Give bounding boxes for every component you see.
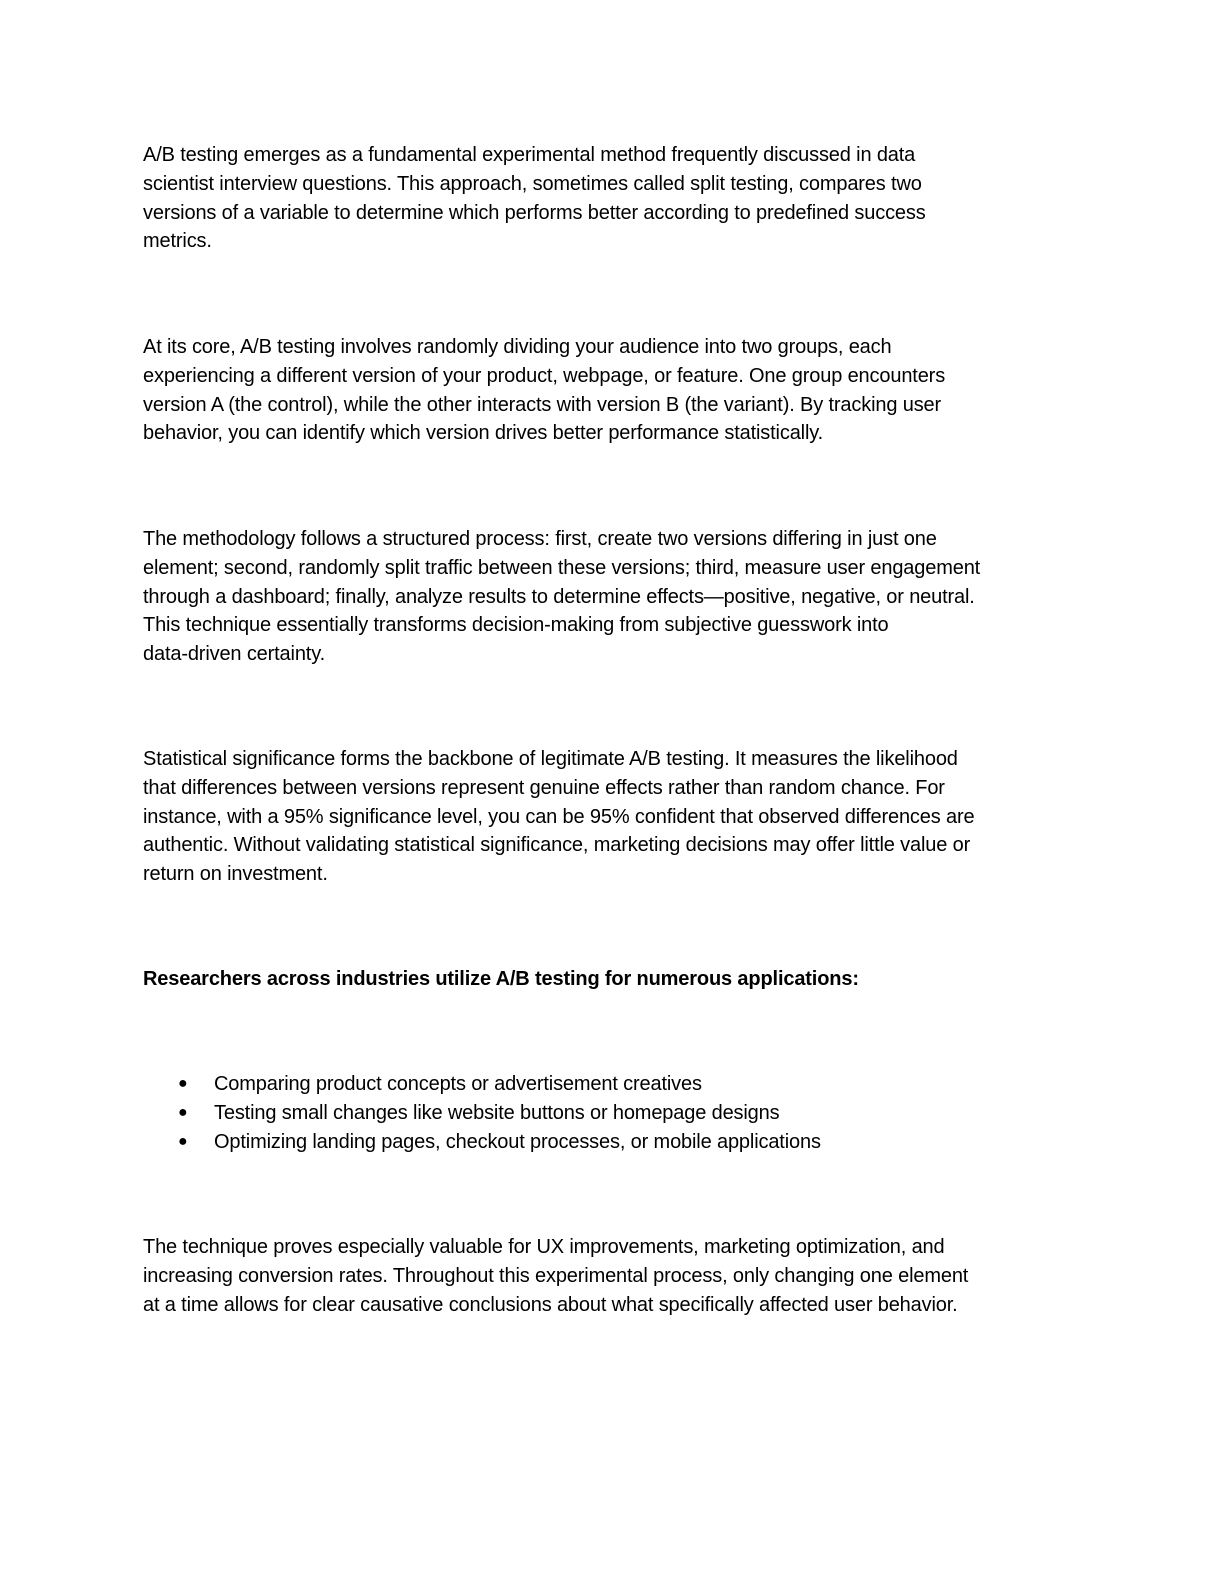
text-line: behavior, you can identify which version drives better performance statistically.: [143, 422, 824, 445]
paragraph-intro: [143, 141, 1083, 256]
text-line: increasing conversion rates. Throughout this experimental process, only changing one element: [143, 1264, 969, 1287]
text-line: element; second, randomly split traffic between these versions; third, measure user engagement: [143, 556, 981, 579]
heading-text: Researchers across industries utilize A/B testing for numerous applications:: [143, 968, 859, 990]
list-item: [143, 1128, 1083, 1157]
bullet-icon: ●: [178, 1103, 188, 1121]
text-line: that differences between versions represent genuine effects rather than random chance. For: [143, 776, 945, 799]
text-line: The technique proves especially valuable for UX improvements, marketing optimization, and: [143, 1236, 945, 1258]
applications-list: [143, 1070, 1083, 1156]
text-line: metrics.: [143, 230, 212, 253]
text-line: at a time allows for clear causative conclusions about what specifically affected user behavior.: [143, 1293, 958, 1316]
text-line: versions of a variable to determine which performs better according to predefined success: [143, 201, 926, 224]
list-item-text: Comparing product concepts or advertisement creatives: [214, 1073, 702, 1095]
text-line: The methodology follows a structured process: first, create two versions differing in just one: [143, 528, 937, 550]
section-heading: [143, 965, 1083, 994]
bullet-icon: ●: [178, 1075, 188, 1092]
paragraph-methodology: [143, 525, 1083, 669]
paragraph-significance: [143, 745, 1083, 889]
text-line: data-driven certainty.: [143, 643, 325, 666]
text-line: This technique essentially transforms decision-making from subjective guesswork into: [143, 614, 889, 637]
text-line: At its core, A/B testing involves randomly dividing your audience into two groups, each: [143, 336, 892, 358]
list-item-text: Optimizing landing pages, checkout processes, or mobile applications: [214, 1130, 821, 1153]
text-line: instance, with a 95% significance level, you can be 95% confident that observed differences are: [143, 805, 975, 828]
text-line: authentic. Without validating statistical significance, marketing decisions may offer little value or: [143, 834, 971, 857]
list-item: [143, 1070, 1083, 1099]
paragraph-core: [143, 333, 1083, 448]
bullet-icon: ●: [178, 1132, 188, 1150]
list-item-text: Testing small changes like website buttons or homepage designs: [214, 1101, 780, 1124]
text-line: return on investment.: [143, 863, 328, 886]
text-line: scientist interview questions. This approach, sometimes called split testing, compares two: [143, 172, 922, 195]
text-line: experiencing a different version of your product, webpage, or feature. One group encounters: [143, 364, 946, 387]
list-item: [143, 1099, 1083, 1128]
text-line: through a dashboard; finally, analyze results to determine effects—positive, negative, or neutral.: [143, 585, 975, 608]
text-line: A/B testing emerges as a fundamental experimental method frequently discussed in data: [143, 144, 916, 166]
text-line: version A (the control), while the other interacts with version B (the variant). By tracking user: [143, 393, 942, 416]
paragraph-closing: [143, 1233, 1083, 1319]
text-line: Statistical significance forms the backbone of legitimate A/B testing. It measures the likelihood: [143, 748, 958, 770]
